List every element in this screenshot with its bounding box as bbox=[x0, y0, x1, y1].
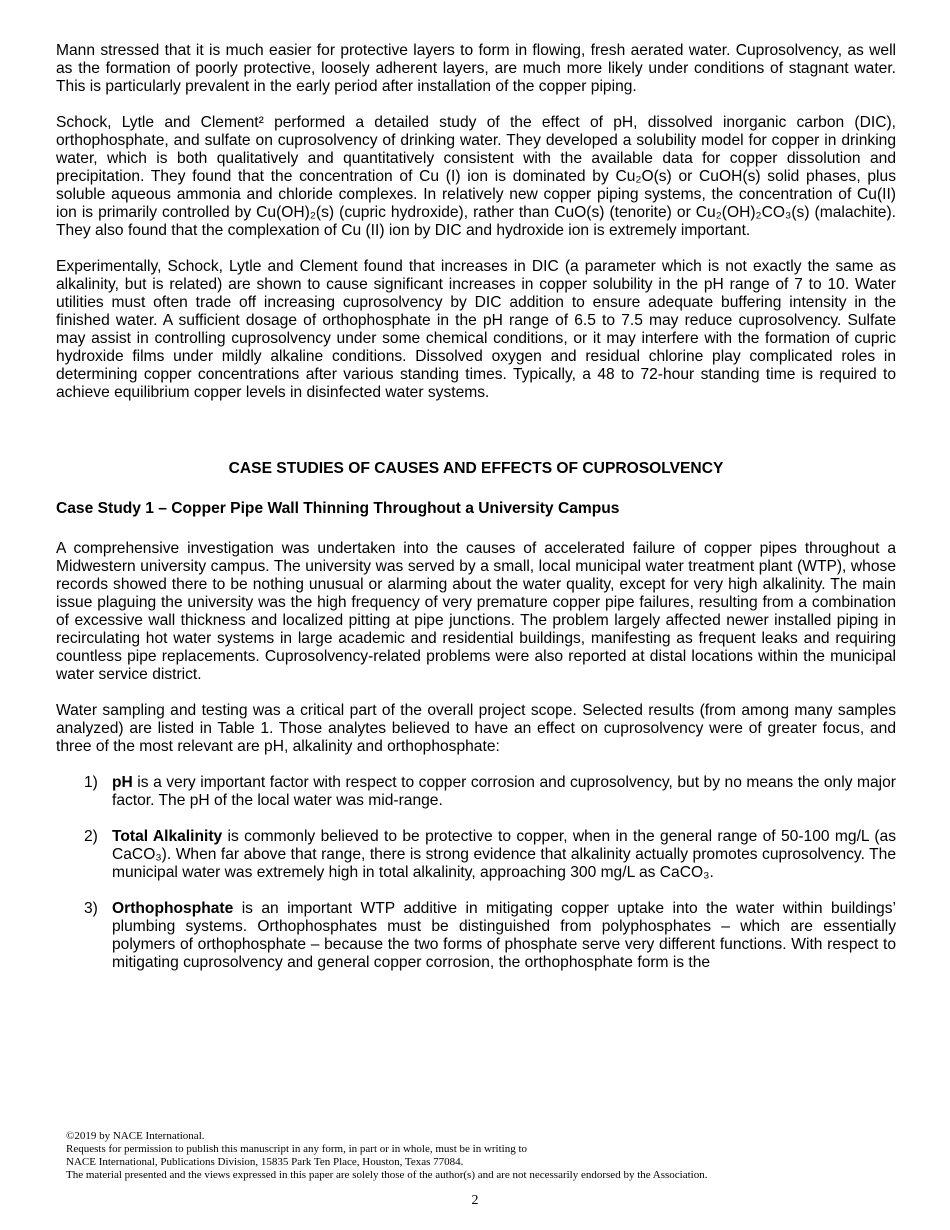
list-text: is an important WTP additive in mitigating copper uptake into the water within buildings’ plumbing systems. Orthophosphates must be distinguished from polyphosphates – which are essentially polymers of orthophosphate – because the two forms of phosphate serve very different functions. With respect to mitigating cuprosolvency and general copper corrosion, the orthophosphate form is the bbox=[112, 900, 896, 971]
list-text: is a very important factor with respect to copper corrosion and cuprosolvency, but by no means the only major factor. The pH of the local water was mid-range. bbox=[112, 774, 896, 809]
list-item bbox=[56, 828, 896, 882]
footer-line: ©2019 by NACE International. bbox=[66, 1130, 205, 1142]
list-term: Total Alkalinity bbox=[112, 828, 223, 845]
list-term: pH bbox=[112, 774, 133, 791]
footer-line: NACE International, Publications Division, 15835 Park Ten Place, Houston, Texas 77084. bbox=[66, 1156, 464, 1168]
list-term: Orthophosphate bbox=[112, 900, 234, 917]
section-heading: CASE STUDIES OF CAUSES AND EFFECTS OF CUPROSOLVENCY bbox=[228, 460, 724, 477]
copyright-footer bbox=[66, 1130, 707, 1182]
footer-line: The material presented and the views expressed in this paper are solely those of the author(s) and are not necessarily endorsed by the Association. bbox=[66, 1169, 708, 1181]
paragraph: Schock, Lytle and Clement² performed a detailed study of the effect of pH, dissolved inorganic carbon (DIC), orthophosphate, and sulfate on cuprosolvency of drinking water. They developed a solubility model for copper in drinking water, which is both qualitatively and quantitatively consistent with the available data for copper dissolution and precipitation. They found that the concentration of Cu (I) ion is dominated by Cu₂O(s) or CuOH(s) solid phases, plus soluble aqueous ammonia and chloride complexes. In relatively new copper piping systems, the concentration of Cu(II) ion is primarily controlled by Cu(OH)₂(s) (cupric hydroxide), rather than CuO(s) (tenorite) or Cu₂(OH)₂CO₃(s) (malachite). They also found that the complexation of Cu (II) ion by DIC and hydroxide ion is extremely important. bbox=[56, 114, 896, 239]
list-item bbox=[56, 774, 896, 810]
list-number: 3) bbox=[84, 900, 98, 917]
document-body bbox=[56, 42, 896, 990]
case-study-heading: Case Study 1 – Copper Pipe Wall Thinning Throughout a University Campus bbox=[56, 500, 620, 517]
page-number: 2 bbox=[471, 1193, 479, 1208]
paragraph: Experimentally, Schock, Lytle and Clement found that increases in DIC (a parameter which is not exactly the same as alkalinity, but is related) are shown to cause significant increases in copper solubility in the pH range of 7 to 10. Water utilities must often trade off increasing cuprosolvency by DIC addition to ensure adequate buffering intensity in the finished water. A sufficient dosage of orthophosphate in the pH range of 6.5 to 7.5 may reduce cuprosolvency. Sulfate may assist in controlling cuprosolvency under some chemical conditions, or it may interfere with the formation of cupric hydroxide films under mildly alkaline conditions. Dissolved oxygen and residual chlorine play complicated roles in determining copper concentrations after various standing times. Typically, a 48 to 72-hour standing time is required to achieve equilibrium copper levels in disinfected water systems. bbox=[56, 258, 896, 401]
list-number: 1) bbox=[84, 774, 98, 791]
paragraph: Mann stressed that it is much easier for protective layers to form in flowing, fresh aerated water. Cuprosolvency, as well as the formation of poorly protective, loosely adherent layers, are much more likely under conditions of stagnant water. This is particularly prevalent in the early period after installation of the copper piping. bbox=[56, 42, 896, 95]
footer-line: Requests for permission to publish this manuscript in any form, in part or in whole, must be in writing to bbox=[66, 1143, 528, 1155]
list-item bbox=[56, 900, 896, 972]
paragraph: Water sampling and testing was a critical part of the overall project scope. Selected results (from among many samples analyzed) are listed in Table 1. Those analytes believed to have an effect on cuprosolvency were of greater focus, and three of the most relevant are pH, alkalinity and orthophosphate: bbox=[56, 702, 896, 755]
list-number: 2) bbox=[84, 828, 98, 845]
paragraph: A comprehensive investigation was undertaken into the causes of accelerated failure of copper pipes throughout a Midwestern university campus. The university was served by a small, local municipal water treatment plant (WTP), whose records showed there to be nothing unusual or alarming about the water quality, except for very high alkalinity. The main issue plaguing the university was the high frequency of very premature copper pipe failures, resulting from a combination of excessive wall thickness and localized pitting at pipe junctions. The problem largely affected newer installed piping in recirculating hot water systems in large academic and residential buildings, manifesting as frequent leaks and requiring countless pipe replacements. Cuprosolvency-related problems were also reported at distal locations within the municipal water service district. bbox=[56, 540, 896, 683]
list-text: is commonly believed to be protective to copper, when in the general range of 50-100 mg/L (as CaCO₃). When far above that range, there is strong evidence that alkalinity actually promotes cuprosolvency. The municipal water was extremely high in total alkalinity, approaching 300 mg/L as CaCO₃. bbox=[112, 828, 897, 881]
